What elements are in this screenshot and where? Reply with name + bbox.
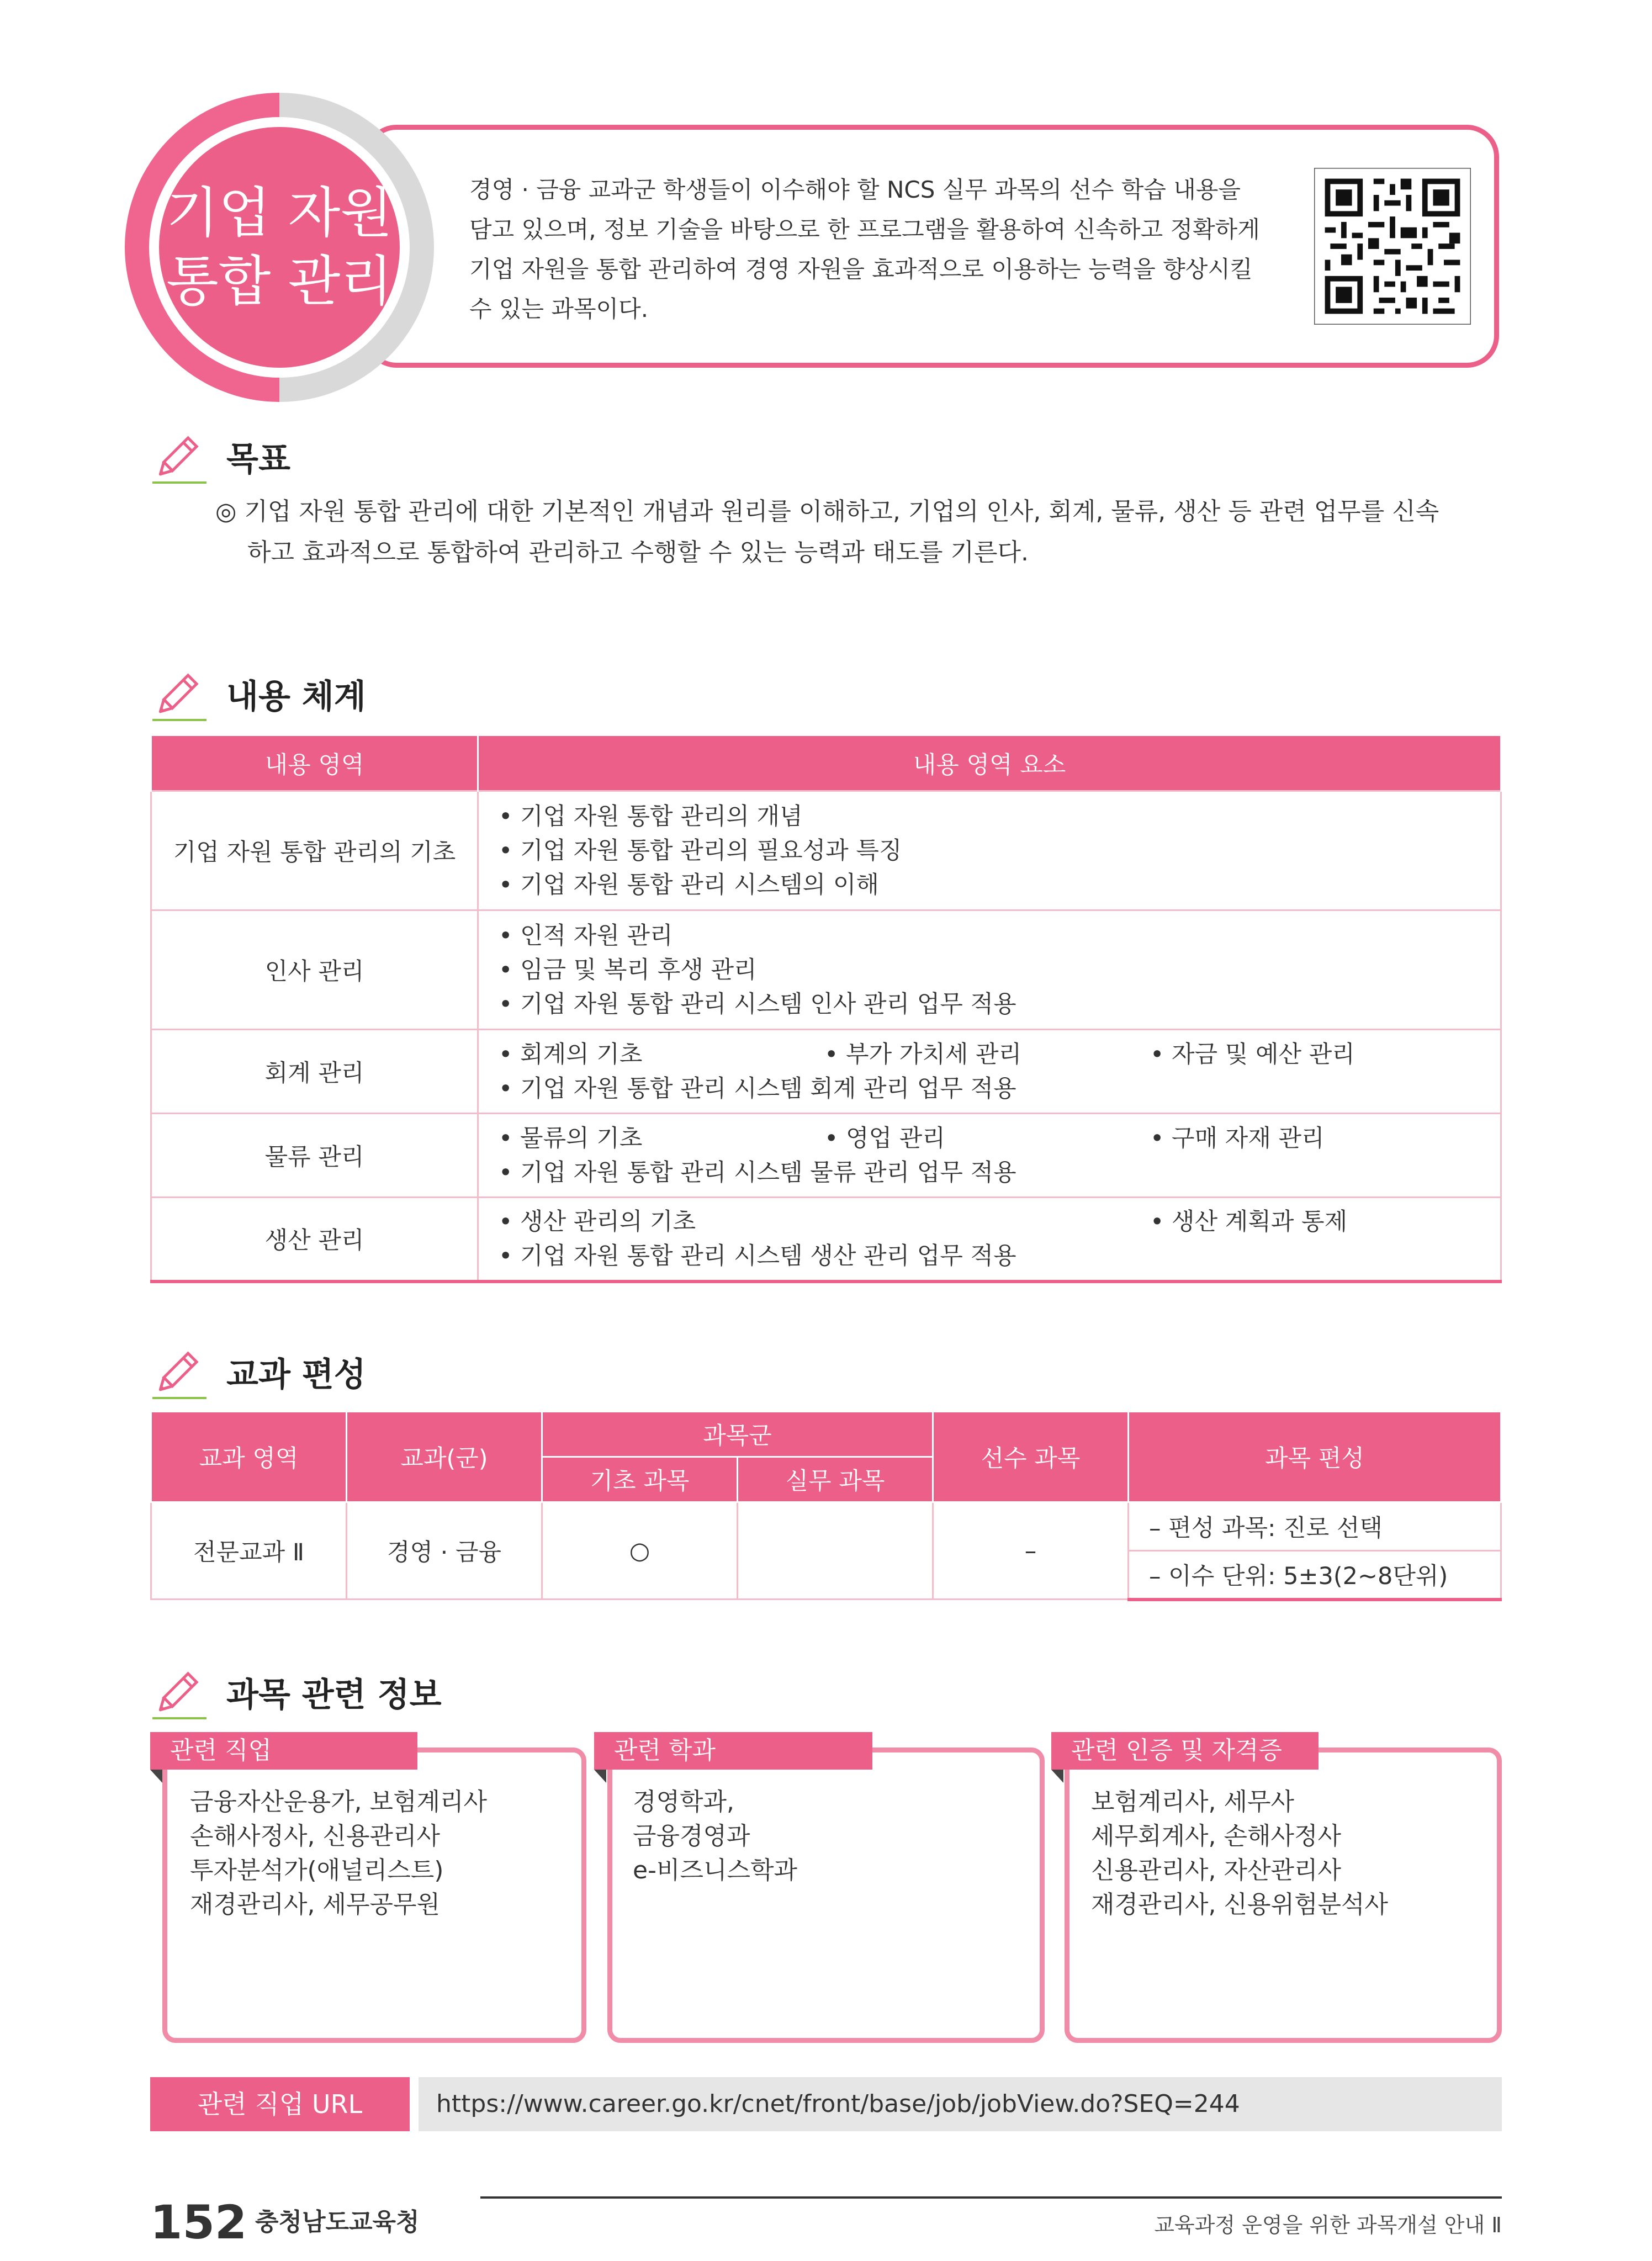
column-header: 내용 영역 <box>151 736 478 791</box>
job-url-link[interactable]: https://www.career.go.kr/cnet/front/base/job/jobView.do?SEQ=244 <box>419 2077 1502 2131</box>
section-title: 내용 체계 <box>226 677 366 716</box>
org-cell: – 편성 과목: 진로 선택 <box>1129 1502 1501 1551</box>
column-header: 선수 과목 <box>933 1412 1129 1502</box>
practical-cell <box>738 1502 933 1600</box>
org-cell: – 이수 단위: 5±3(2~8단위) <box>1129 1551 1501 1600</box>
basic-cell: ○ <box>542 1502 738 1600</box>
section-title: 목표 <box>226 440 290 479</box>
publisher: 충청남도교육청 <box>255 2208 420 2236</box>
subject-cell: 경영 · 금융 <box>347 1502 542 1600</box>
column-header: 기초 과목 <box>542 1457 738 1502</box>
table-row <box>151 1502 1501 1551</box>
content-elements: • 기업 자원 통합 관리의 개념 • 기업 자원 통합 관리의 필요성과 특징 • 기업 자원 통합 관리 시스템의 이해 <box>478 791 1501 910</box>
subject-title-line2: 통합 관리 <box>166 250 393 313</box>
qr-code-icon[interactable] <box>1314 168 1471 325</box>
column-header: 과목 편성 <box>1129 1412 1501 1502</box>
subject-title <box>159 127 400 368</box>
prereq-cell: – <box>933 1502 1129 1600</box>
url-label: 관련 직업 URL <box>150 2077 410 2131</box>
related-heading <box>149 1662 442 1723</box>
column-header: 내용 영역 요소 <box>478 736 1501 791</box>
subject-title-line1: 기업 자원 <box>166 182 393 245</box>
page-number: 152 <box>150 2195 247 2249</box>
table-row <box>151 1198 1501 1282</box>
table-row <box>151 1030 1501 1114</box>
curriculum-table <box>150 1411 1502 1601</box>
table-row <box>151 910 1501 1030</box>
column-header: 과목군 <box>542 1412 933 1457</box>
footer-divider <box>480 2196 1502 2199</box>
goal-heading <box>149 426 290 487</box>
content-area: 인사 관리 <box>151 910 478 1030</box>
goal-text: ◎ 기업 자원 통합 관리에 대한 기본적인 개념과 원리를 이해하고, 기업의 인사, 회계, 물류, 생산 등 관련 업무를 신속 하고 효과적으로 통합하여 관리하고 수행할 수 있는 능력과 태도를 기른다. <box>215 497 1439 566</box>
content-heading <box>149 664 366 724</box>
related-jobs-tab: 관련 직업 <box>150 1732 417 1770</box>
content-elements: • 회계의 기초 • 부가 가치세 관리 • 자금 및 예산 관리 • 기업 자원 통합 관리 시스템 회계 관리 업무 적용 <box>478 1030 1501 1114</box>
content-elements: • 인적 자원 관리 • 임금 및 복리 후생 관리 • 기업 자원 통합 관리 시스템 인사 관리 업무 적용 <box>478 910 1501 1030</box>
column-header: 교과(군) <box>347 1412 542 1502</box>
content-area: 기업 자원 통합 관리의 기초 <box>151 791 478 910</box>
pencil-icon <box>149 426 210 487</box>
column-header: 교과 영역 <box>151 1412 347 1502</box>
section-title: 교과 편성 <box>226 1355 366 1394</box>
related-departments-tab: 관련 학과 <box>594 1732 872 1770</box>
pencil-icon <box>149 664 210 724</box>
pencil-icon <box>149 1662 210 1723</box>
book-title: 교육과정 운영을 위한 과목개설 안내 Ⅱ <box>1154 2213 1502 2237</box>
related-certs-list: 보험계리사, 세무사 세무회계사, 손해사정사 신용관리사, 자산관리사 재경관리사, 신용위험분석사 <box>1091 1788 1389 1919</box>
pencil-icon <box>149 1342 210 1402</box>
content-area: 물류 관리 <box>151 1114 478 1198</box>
related-jobs-list: 금융자산운용가, 보험계리사 손해사정사, 신용관리사 투자분석가(애널리스트) 재경관리사, 세무공무원 <box>190 1788 488 1919</box>
subject-intro: 경영 · 금융 교과군 학생들이 이수해야 할 NCS 실무 과목의 선수 학습 내용을 담고 있으며, 정보 기술을 바탕으로 한 프로그램을 활용하여 신속하고 정확하게 기업 자원을 통합 관리하여 경영 자원을 효과적으로 이용하는 능력을 향상시킬 수 있는 과목이다. <box>469 176 1260 322</box>
column-header: 실무 과목 <box>738 1457 933 1502</box>
content-elements: • 생산 관리의 기초 • 생산 계획과 통제 • 기업 자원 통합 관리 시스템 생산 관리 업무 적용 <box>478 1198 1501 1282</box>
area-cell: 전문교과 Ⅱ <box>151 1502 347 1600</box>
table-row <box>151 1114 1501 1198</box>
related-departments-list: 경영학과, 금융경영과 e-비즈니스학과 <box>633 1788 797 1884</box>
content-elements: • 물류의 기초 • 영업 관리 • 구매 자재 관리 • 기업 자원 통합 관리 시스템 물류 관리 업무 적용 <box>478 1114 1501 1198</box>
content-system-table <box>150 736 1502 1283</box>
curriculum-heading <box>149 1342 366 1402</box>
content-area: 회계 관리 <box>151 1030 478 1114</box>
content-area: 생산 관리 <box>151 1198 478 1282</box>
section-title: 과목 관련 정보 <box>226 1676 442 1714</box>
table-row <box>151 791 1501 910</box>
related-certs-tab: 관련 인증 및 자격증 <box>1051 1732 1319 1770</box>
